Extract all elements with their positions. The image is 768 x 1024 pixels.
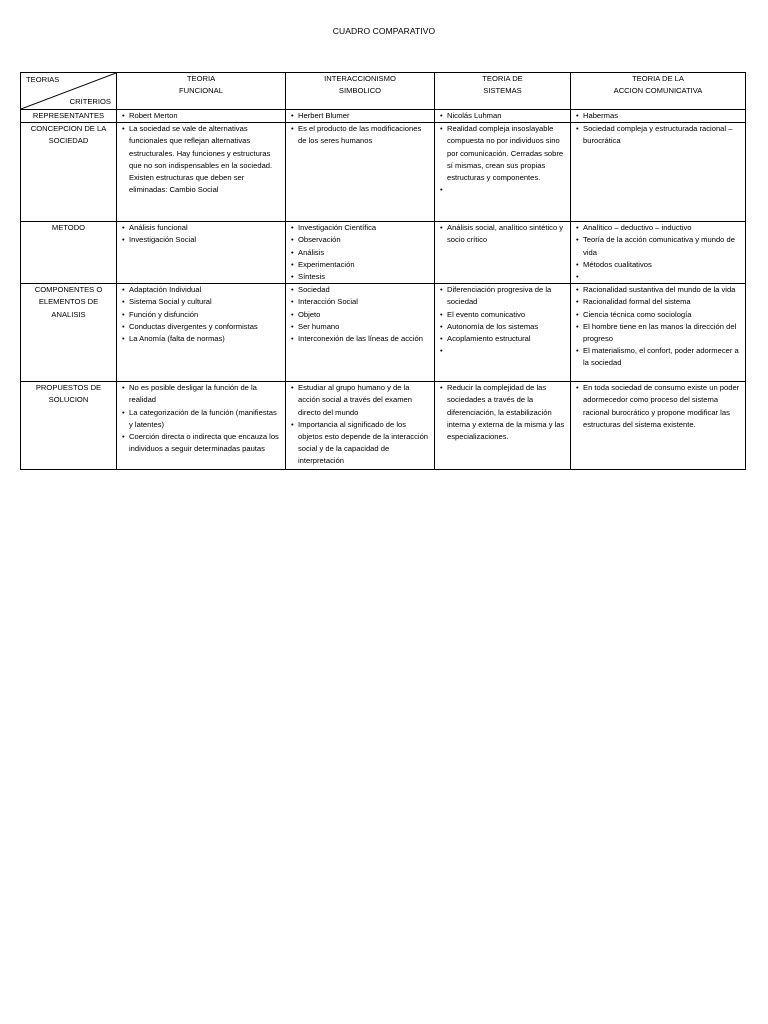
bullet-list xyxy=(289,382,431,467)
row-label: COMPONENTES O ELEMENTOS DE ANALISIS xyxy=(21,284,117,382)
list-item: • Experimentación xyxy=(289,259,431,271)
table-cell xyxy=(286,123,435,222)
list-item: • No es posible desligar la función de la realidad xyxy=(120,382,282,406)
row-propuestos-solucion xyxy=(21,382,746,470)
table-cell xyxy=(117,382,286,470)
list-item: • Conductas divergentes y conformistas xyxy=(120,321,282,333)
table-cell xyxy=(571,123,746,222)
document-title: CUADRO COMPARATIVO xyxy=(332,26,436,36)
corner-label-criteria: CRITERIOS xyxy=(69,96,111,106)
list-item: • Es el producto de las modificaciones de los seres humanos xyxy=(289,123,431,147)
bullet-list xyxy=(574,222,742,283)
bullet-list xyxy=(289,123,431,147)
row-label: PROPUESTOS DE SOLUCION xyxy=(21,382,117,470)
list-item: • Coerción directa o indirecta que encauza los individuos a seguir determinadas pautas xyxy=(120,431,282,455)
table-cell xyxy=(117,110,286,123)
header-line: INTERACCIONISMO xyxy=(324,74,396,83)
list-item: • Investigación Científica xyxy=(289,222,431,234)
list-item: • Realidad compleja insoslayable compuesta no por individuos sino por comunicación. Cerradas sobre sí mismas, crean sus propias estructuras y componentes. xyxy=(438,123,567,184)
list-item: • La sociedad se vale de alternativas funcionales que reflejan alternativas estructurales. Hay funciones y estructuras que no son indispensables en la sociedad. Existen estructuras que deben ser eliminadas: Cambio Social xyxy=(120,123,282,196)
bullet-list xyxy=(438,284,567,357)
list-item: • Sociedad compleja y estructurada racional – burocrática xyxy=(574,123,742,147)
table-cell xyxy=(286,110,435,123)
table-cell xyxy=(435,222,571,284)
table-cell xyxy=(117,284,286,382)
list-item: • Métodos cualitativos xyxy=(574,259,742,271)
bullet-list xyxy=(574,382,742,431)
row-representantes xyxy=(21,110,746,123)
table-cell xyxy=(435,110,571,123)
bullet-list xyxy=(120,123,282,196)
bullet-list xyxy=(120,222,282,246)
header-row xyxy=(21,73,746,110)
list-item xyxy=(438,184,567,196)
table-cell xyxy=(571,110,746,123)
header-line: TEORIA xyxy=(186,74,216,83)
corner-cell xyxy=(21,73,117,110)
list-item: • Habermas xyxy=(574,110,742,122)
list-item: • Análisis funcional xyxy=(120,222,282,234)
list-item: • Objeto xyxy=(289,309,431,321)
row-metodo xyxy=(21,222,746,284)
list-item xyxy=(438,345,567,357)
table-cell xyxy=(571,222,746,284)
bullet-list xyxy=(289,222,431,283)
table-cell xyxy=(117,222,286,284)
list-item: • Sistema Social y cultural xyxy=(120,296,282,308)
bullet-list xyxy=(438,110,567,122)
list-item: • Síntesis xyxy=(289,271,431,283)
header-systems-theory xyxy=(435,73,571,110)
row-concepcion-sociedad xyxy=(21,123,746,222)
list-item: • Autonomía de los sistemas xyxy=(438,321,567,333)
comparison-table xyxy=(20,72,746,470)
table-cell xyxy=(286,222,435,284)
list-item: • Racionalidad formal del sistema xyxy=(574,296,742,308)
header-line: ACCION COMUNICATIVA xyxy=(613,86,703,96)
list-item: • Teoría de la acción comunicativa y mundo de vida xyxy=(574,234,742,258)
header-functional-theory xyxy=(117,73,286,110)
list-item: • El evento comunicativo xyxy=(438,309,567,321)
list-item: • Acoplamiento estructural xyxy=(438,333,567,345)
header-line: SISTEMAS xyxy=(483,86,522,96)
bullet-list xyxy=(289,110,431,122)
header-line: FUNCIONAL xyxy=(179,86,223,96)
list-item: • Adaptación Individual xyxy=(120,284,282,296)
bullet-list xyxy=(120,382,282,455)
bullet-list xyxy=(120,284,282,345)
list-item: • La categorización de la función (manifiestas y latentes) xyxy=(120,407,282,431)
header-line: SIMBOLICO xyxy=(338,86,382,96)
list-item: • Herbert Blumer xyxy=(289,110,431,122)
table-cell xyxy=(286,382,435,470)
list-item: • Análisis social, analítico sintético y socio crítico xyxy=(438,222,567,246)
bullet-list xyxy=(574,123,742,147)
list-item: • En toda sociedad de consumo existe un poder adormecedor como proceso del sistema racional burocrático y propone modificar las estructuras del sistema existente. xyxy=(574,382,742,431)
list-item: • Análisis xyxy=(289,247,431,259)
bullet-list xyxy=(438,222,567,246)
bullet-list xyxy=(120,110,282,122)
list-item: • Ser humano xyxy=(289,321,431,333)
row-label: REPRESENTANTES xyxy=(21,110,117,123)
list-item: • Observación xyxy=(289,234,431,246)
table-cell xyxy=(571,284,746,382)
table-body xyxy=(21,110,746,470)
list-item: • El materialismo, el confort, poder adormecer a la sociedad xyxy=(574,345,742,369)
list-item: • Reducir la complejidad de las sociedades a través de la diferenciación, la estabilización interna y externa de la misma y las especializaciones. xyxy=(438,382,567,443)
bullet-list xyxy=(289,284,431,345)
list-item: • Importancia al significado de los objetos esto depende de la interacción social y de la capacidad de interpretación xyxy=(289,419,431,468)
corner-label-theories: TEORIAS xyxy=(26,75,60,84)
list-item: • Nicolás Luhman xyxy=(438,110,567,122)
table-cell xyxy=(117,123,286,222)
list-item: • La Anomía (falta de normas) xyxy=(120,333,282,345)
table-cell xyxy=(435,123,571,222)
list-item: • Interconexión de las líneas de acción xyxy=(289,333,431,345)
list-item: • Analítico – deductivo – inductivo xyxy=(574,222,742,234)
list-item: • Robert Merton xyxy=(120,110,282,122)
bullet-list xyxy=(438,382,567,443)
table-cell xyxy=(435,382,571,470)
list-item: • Interacción Social xyxy=(289,296,431,308)
list-item: • Ciencia técnica como sociología xyxy=(574,309,742,321)
list-item: • Estudiar al grupo humano y de la acción social a través del examen directo del mundo xyxy=(289,382,431,419)
list-item: • Investigación Social xyxy=(120,234,282,246)
list-item: • Sociedad xyxy=(289,284,431,296)
header-symbolic-interactionism xyxy=(286,73,435,110)
row-label: METODO xyxy=(21,222,117,284)
header-communicative-action-theory xyxy=(571,73,746,110)
list-item: • Racionalidad sustantiva del mundo de la vida xyxy=(574,284,742,296)
row-label: CONCEPCION DE LA SOCIEDAD xyxy=(21,123,117,222)
bullet-list xyxy=(574,284,742,369)
header-line: TEORIA DE LA xyxy=(632,74,684,83)
list-item: • El hombre tiene en las manos la dirección del progreso xyxy=(574,321,742,345)
list-item xyxy=(574,271,742,283)
header-line: TEORIA DE xyxy=(482,74,523,83)
bullet-list xyxy=(574,110,742,122)
row-componentes xyxy=(21,284,746,382)
list-item: • Diferenciación progresiva de la sociedad xyxy=(438,284,567,308)
list-item: • Función y disfunción xyxy=(120,309,282,321)
bullet-list xyxy=(438,123,567,196)
table-cell xyxy=(286,284,435,382)
table-cell xyxy=(571,382,746,470)
table-cell xyxy=(435,284,571,382)
